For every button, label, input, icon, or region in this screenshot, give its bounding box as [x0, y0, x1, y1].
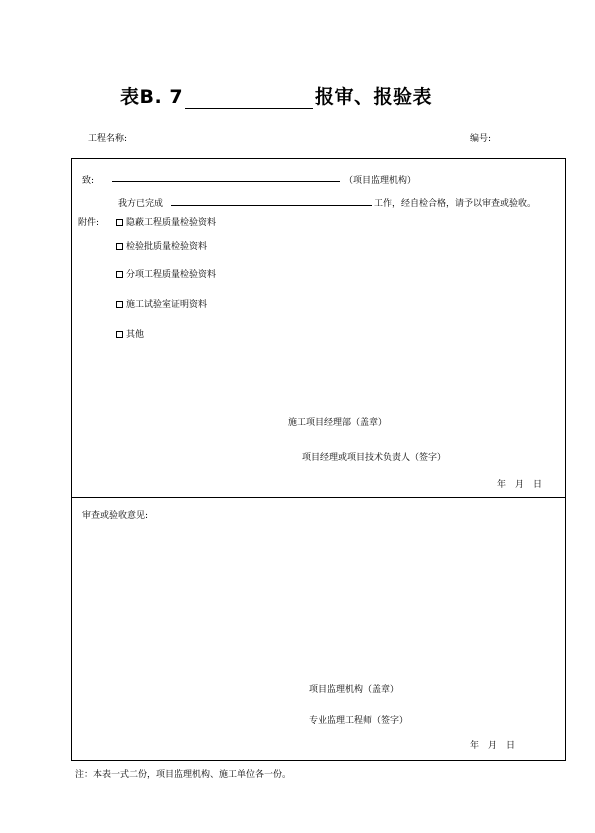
section-divider [71, 497, 566, 498]
form-title-suffix: 报审、报验表 [315, 86, 433, 108]
attachment-label: 分项工程质量检验资料 [126, 270, 217, 280]
checkbox[interactable] [116, 219, 123, 226]
contractor-sign-label: 项目经理或项目技术负责人（签字） [302, 453, 447, 463]
supervisor-seal-label: 项目监理机构（盖章） [309, 685, 400, 695]
attachment-label: 隐蔽工程质量检验资料 [126, 218, 217, 228]
contractor-date: 年 月 日 [497, 480, 543, 490]
attachment-label: 施工试验室证明资料 [126, 300, 208, 310]
contractor-seal-label: 施工项目经理部（盖章） [288, 418, 388, 428]
form-title-prefix: 表B. 7 [120, 86, 184, 108]
footnote: 注：本表一式二份，项目监理机构、施工单位各一份。 [75, 770, 292, 780]
form-title [120, 82, 432, 109]
checkbox[interactable] [116, 271, 123, 278]
attachments-label: 附件: [78, 218, 100, 228]
number-label: 编号: [470, 134, 492, 144]
review-label: 审查或验收意见: [82, 511, 149, 521]
attachment-item [116, 327, 144, 340]
attachment-label: 检验批质量检验资料 [126, 242, 208, 252]
attachment-item [116, 297, 207, 310]
attachment-item [116, 267, 216, 280]
completed-suffix: 工作，经自检合格，请予以审查或验收。 [374, 199, 537, 209]
completed-prefix: 我方已完成 [118, 199, 164, 209]
supervisor-date: 年 月 日 [470, 741, 516, 751]
project-name-label: 工程名称: [88, 134, 128, 144]
to-label: 致: [82, 176, 95, 186]
to-field[interactable] [112, 181, 340, 182]
work-field[interactable] [171, 205, 372, 206]
attachment-item [116, 215, 216, 228]
attachment-label: 其他 [126, 330, 145, 340]
org-note: （项目监理机构） [344, 176, 417, 186]
checkbox[interactable] [116, 243, 123, 250]
supervisor-sign-label: 专业监理工程师（签字） [309, 716, 409, 726]
checkbox[interactable] [116, 331, 123, 338]
attachment-item [116, 239, 207, 252]
checkbox[interactable] [116, 301, 123, 308]
form-title-blank[interactable] [185, 90, 313, 109]
